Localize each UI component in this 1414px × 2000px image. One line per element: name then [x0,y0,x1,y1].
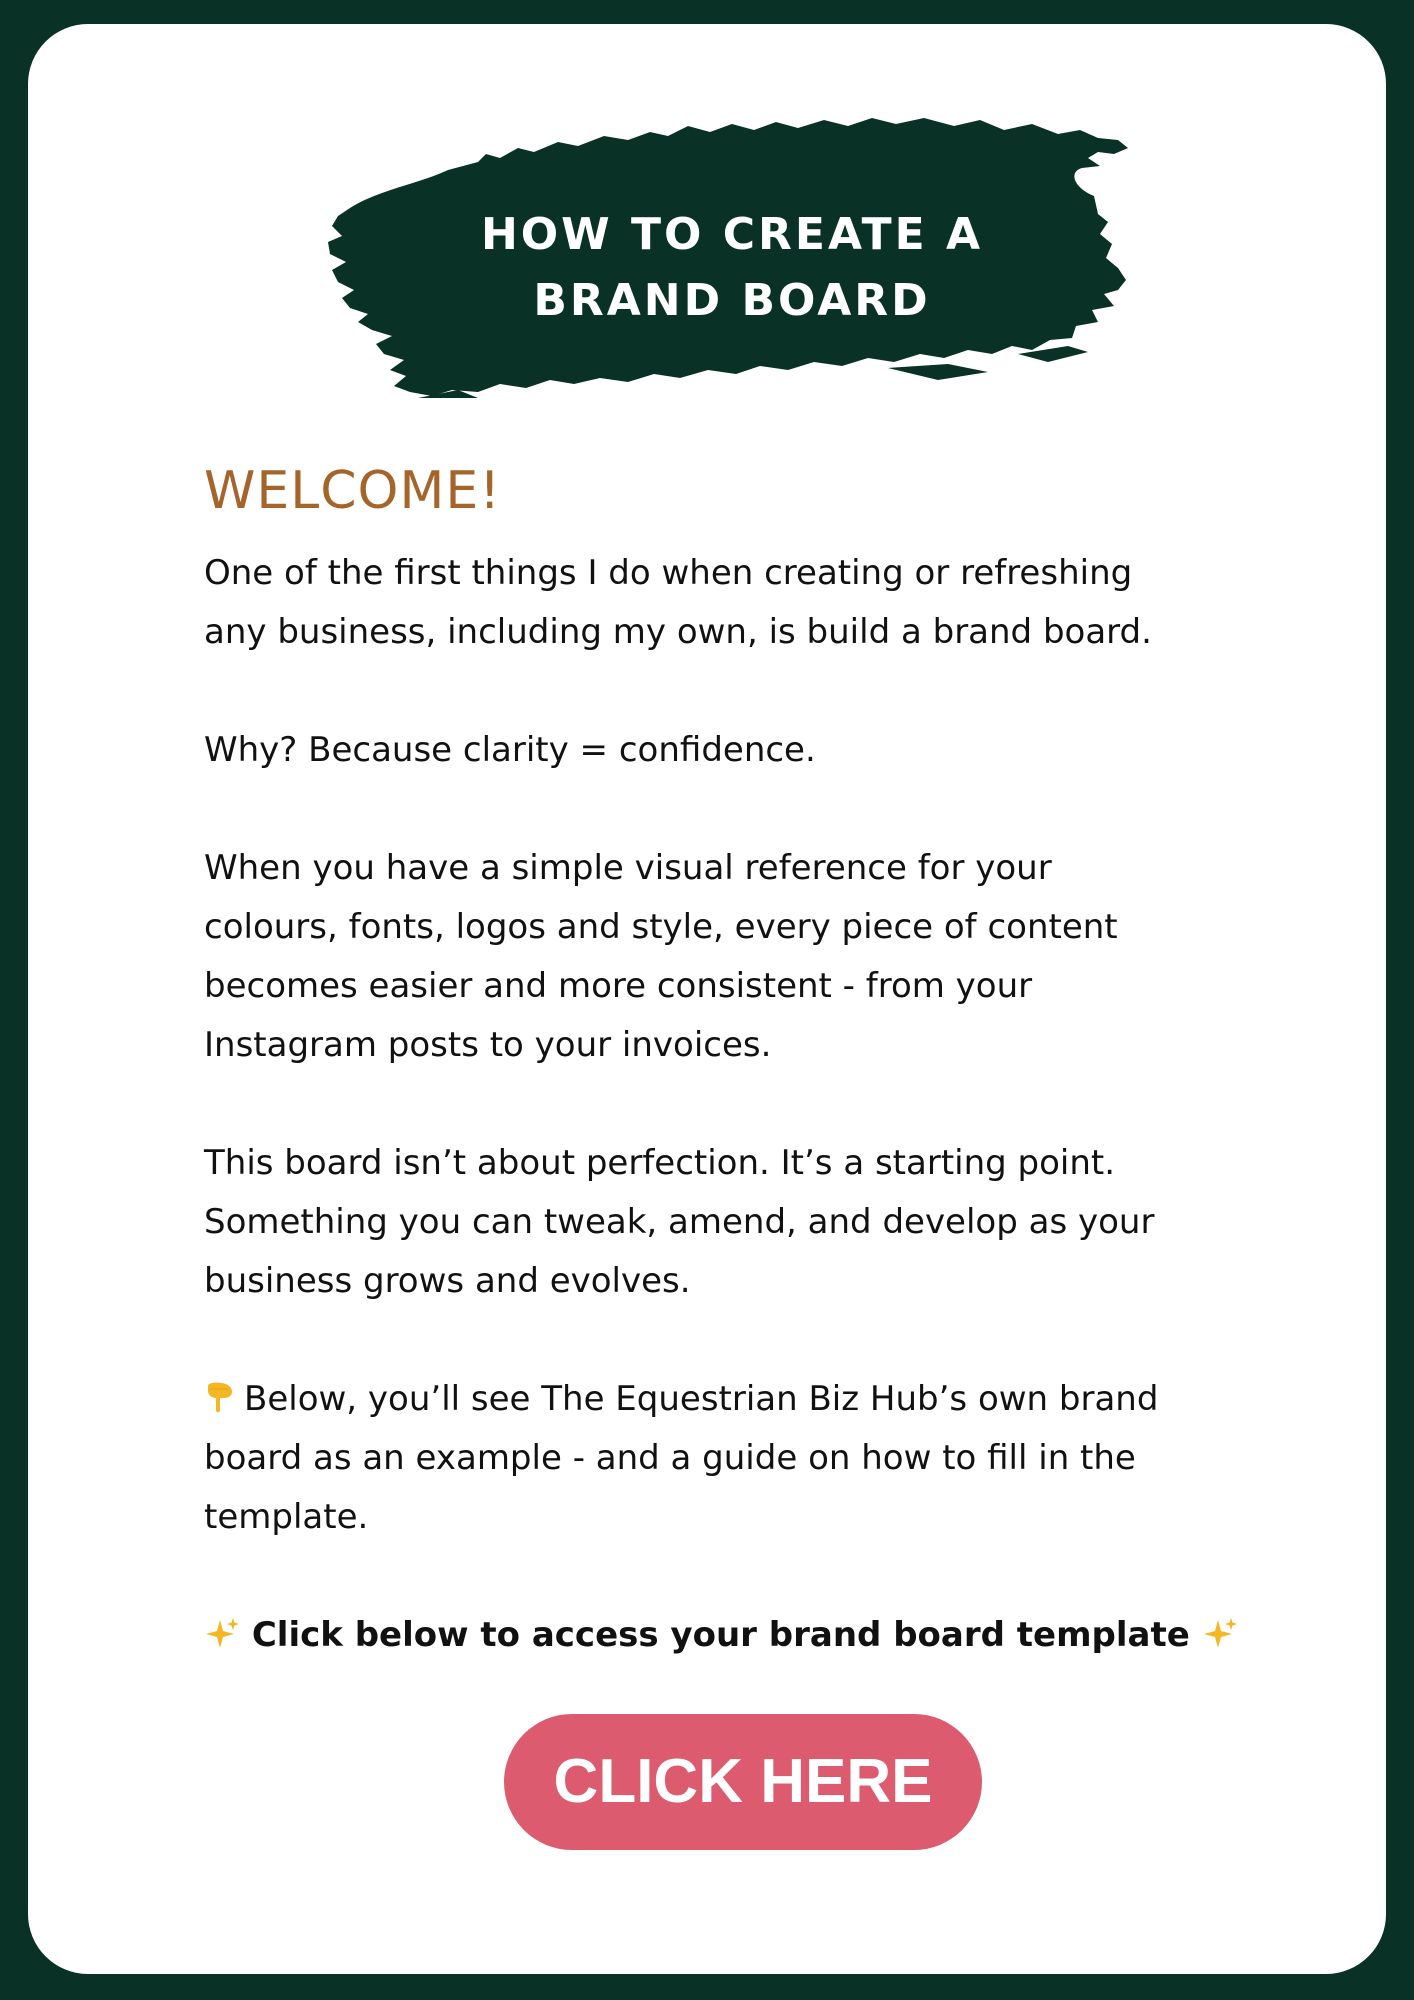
pointing-down-icon [204,1382,234,1414]
reference-paragraph [204,839,1294,1075]
cta-text [204,1606,1294,1665]
text-line: board as an example - and a guide on how to fill in the [204,1438,1136,1478]
page-title [328,202,1136,334]
below-paragraph [204,1370,1294,1547]
text-line: becomes easier and more consistent - from your [204,966,1033,1006]
text-line: Something you can tweak, amend, and develop as your [204,1202,1155,1242]
text-line: business grows and evolves. [204,1261,691,1301]
title-banner [328,118,1136,398]
text-line: template. [204,1497,369,1537]
sparkles-icon [204,1616,240,1652]
text-line: Why? Because clarity = confidence. [204,730,816,770]
content-card [28,24,1386,1974]
cta-label: Click below to access your brand board template [251,1615,1190,1655]
welcome-heading: WELCOME! [204,461,502,521]
perfection-paragraph [204,1134,1294,1311]
text-line: This board isn’t about perfection. It’s a starting point. [204,1143,1116,1183]
page-title-line-1: HOW TO CREATE A [480,209,984,260]
click-here-button[interactable]: CLICK HERE [504,1714,982,1850]
why-paragraph [204,721,1294,780]
text-line: colours, fonts, logos and style, every piece of content [204,907,1118,947]
body-text [204,544,1294,1665]
text-line: any business, including my own, is build a brand board. [204,612,1152,652]
below-text-line-1: Below, you’ll see The Equestrian Biz Hub’s own brand [244,1379,1159,1419]
text-line: When you have a simple visual reference for your [204,848,1052,888]
text-line [204,1370,1294,1429]
text-line: Instagram posts to your invoices. [204,1025,772,1065]
page-title-line-2: BRAND BOARD [533,275,931,326]
sparkles-icon [1202,1616,1238,1652]
text-line: One of the first things I do when creating or refreshing [204,553,1133,593]
intro-paragraph [204,544,1294,662]
